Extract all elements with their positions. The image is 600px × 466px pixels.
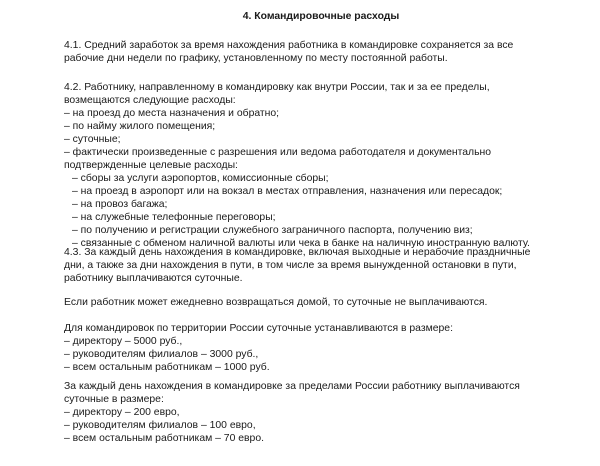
list-item: – на проезд до места назначения и обратно;	[64, 108, 280, 119]
list-item: – руководителям филиалов – 100 евро,	[64, 420, 256, 431]
text-line: возмещаются следующие расходы:	[64, 95, 236, 106]
paragraph-russia-per-diem	[64, 322, 574, 374]
text-line: 4.2. Работнику, направленному в командировку как внутри России, так и за ее пределы,	[64, 82, 490, 93]
list-item: – по найму жилого помещения;	[64, 121, 216, 132]
list-item: – директору – 5000 руб.,	[64, 336, 183, 347]
list-item: – директору – 200 евро,	[64, 407, 180, 418]
list-item: – фактически произведенные с разрешения или ведома работодателя и документально	[64, 147, 492, 158]
paragraph-4-3	[64, 246, 574, 285]
text-line: дни, а также за дни нахождения в пути, в том числе за время вынужденной остановки в пути,	[64, 260, 517, 271]
sub-list-item: – связанные с обменом наличной валюты или чека в банке на наличную иностранную валюту.	[72, 238, 530, 249]
text-line: За каждый день нахождения в командировке за пределами России работнику выплачиваются	[64, 381, 520, 392]
section-title: 4. Командировочные расходы	[242, 11, 400, 22]
list-item: – всем остальным работникам – 1000 руб.	[64, 362, 270, 373]
text-line: 4.3. За каждый день нахождения в командировке, включая выходные и нерабочие праздничные	[64, 247, 531, 258]
text-line: рабочие дни недели по графику, установленному по месту постоянной работы.	[64, 53, 448, 64]
paragraph-4-2	[64, 81, 574, 250]
sub-list-item: – на проезд в аэропорт или на вокзал в местах отправления, назначения или пересадок;	[72, 186, 503, 197]
text-line: Если работник может ежедневно возвращаться домой, то суточные не выплачиваются.	[64, 297, 488, 308]
text-line: суточные в размере:	[64, 394, 164, 405]
text-line: 4.1. Средний заработок за время нахождения работника в командировке сохраняется за все	[64, 40, 514, 51]
sub-list-item: – на служебные телефонные переговоры;	[72, 212, 276, 223]
paragraph-abroad-per-diem	[64, 380, 574, 445]
paragraph-4-1	[64, 39, 574, 65]
sub-list-item: – на провоз багажа;	[72, 199, 168, 210]
paragraph-home-return	[64, 296, 574, 309]
list-item: – руководителям филиалов – 3000 руб.,	[64, 349, 259, 360]
text-line: работнику выплачиваются суточные.	[64, 273, 243, 284]
list-item: – всем остальным работникам – 70 евро.	[64, 433, 264, 444]
text-line: подтвержденные целевые расходы:	[64, 160, 238, 171]
sub-list-item: – по получению и регистрации служебного заграничного паспорта, получению виз;	[72, 225, 473, 236]
sub-list-item: – сборы за услуги аэропортов, комиссионные сборы;	[72, 173, 329, 184]
list-item: – суточные;	[64, 134, 121, 145]
text-line: Для командировок по территории России суточные устанавливаются в размере:	[64, 323, 453, 334]
